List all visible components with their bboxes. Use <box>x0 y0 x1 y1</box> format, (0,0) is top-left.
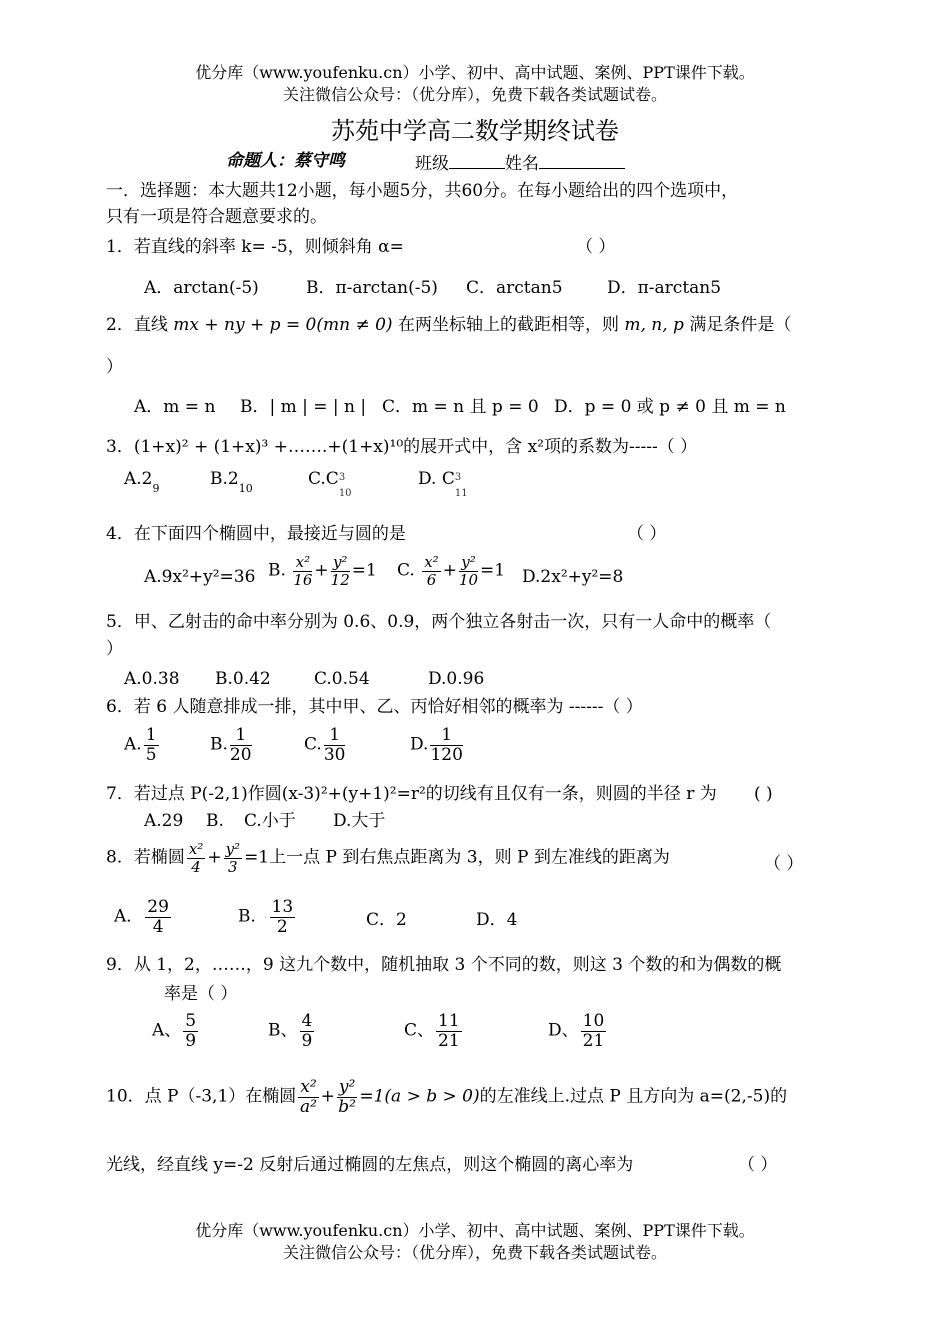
q8-rhs: =1 <box>244 847 270 868</box>
num: 4 <box>301 1011 313 1031</box>
num: y² <box>225 840 241 858</box>
q7-stem: 7．若过点 P(-2,1)作圆(x-3)²+(y+1)²=r²的切线有且仅有一条，则圆的半径 r 为 <box>106 784 717 804</box>
q2-option-c: C．m = n 且 p = 0 <box>382 397 539 417</box>
num: 5 <box>185 1011 197 1031</box>
q9-c-label: C、 <box>404 1020 435 1041</box>
num: x² <box>300 1077 317 1097</box>
q3-d-sub: 11 <box>454 488 468 499</box>
num: x² <box>293 554 312 572</box>
q4-option-d: D.2x²+y²=8 <box>522 567 624 587</box>
q3-b-sub: 10 <box>238 482 253 495</box>
footer-line-1: 优分库（www.youfenku.cn）小学、初中、高中试题、案例、PPT课件下载。 <box>195 1221 755 1240</box>
q1-option-c: C．arctan5 <box>466 278 563 298</box>
q5-close: ） <box>106 639 123 659</box>
q5-option-d: D.0.96 <box>428 669 485 689</box>
q9-option-c <box>404 1012 464 1050</box>
q4-c-rhs: =1 <box>480 560 506 581</box>
q10-stem: 10．点 P（-3,1）在椭圆 $\frac{\text{x²}}{\text{a²}}$ + $\frac{\text{y²}}{\text{b²}}$ =1(a > b > 0)的左准线上.过点 P 且方向为 a=(2,-5)的 <box>106 1077 788 1117</box>
num: 11 <box>438 1011 460 1031</box>
den: 3 <box>228 857 238 876</box>
q5-option-a: A.0.38 <box>124 669 180 689</box>
q8-option-c: C．2 <box>366 910 407 930</box>
den: 120 <box>430 744 463 765</box>
q10-rhs: =1(a > b > 0) <box>359 1086 480 1107</box>
q9-a-frac <box>183 1012 198 1050</box>
num: 1 <box>324 726 346 746</box>
q8-frac-x <box>187 841 205 875</box>
den: 30 <box>323 744 346 765</box>
q4-option-a: A.9x²+y²=36 <box>144 567 256 587</box>
name-label: 姓名 <box>505 154 539 174</box>
den: a² <box>299 1096 317 1117</box>
q4-b-rhs: =1 <box>351 560 377 581</box>
q9-stem-2: 率是（ ） <box>164 984 238 1004</box>
q3-option-a <box>124 470 160 496</box>
q6-b-frac <box>230 726 252 764</box>
q1-option-a: A．arctan(-5) <box>144 278 259 298</box>
q3-stem: 3．(1+x)² + (1+x)³ +…….+(1+x)¹⁰的展开式中，含 x²项的系数为-----（ ） <box>106 437 698 457</box>
student-info <box>415 152 625 175</box>
q4-b-frac-y <box>331 554 350 588</box>
q4-c-frac-y <box>459 554 478 588</box>
q4-option-b: B. $\frac{\text{x²}}{16}$ + $\frac{\text{y²}}{12}$ =1 <box>268 553 377 589</box>
num: y² <box>331 554 350 572</box>
q3-option-b <box>210 470 253 496</box>
q4-c-label: C. <box>397 560 415 581</box>
q1-option-d: D．π-arctan5 <box>607 278 722 298</box>
q8-a-frac <box>145 898 171 936</box>
q3-b-text: B.2 <box>210 469 239 489</box>
q6-d-label: D. <box>410 734 429 755</box>
q10-frac-x <box>298 1078 318 1116</box>
num: 1 <box>430 726 462 746</box>
q3-c-sub: 10 <box>338 488 352 499</box>
q4-b-frac-x <box>293 554 312 588</box>
q5-option-c: C.0.54 <box>314 669 370 689</box>
q8-a-label: A． <box>114 906 144 927</box>
q8-option-a <box>114 898 173 936</box>
q5-stem: 5．甲、乙射击的命中率分别为 0.6、0.9，两个独立各射击一次，只有一人命中的概率（ <box>106 612 772 632</box>
num: 1 <box>230 726 252 746</box>
page-title: 苏苑中学高二数学期终试卷 <box>331 117 619 145</box>
num: 29 <box>147 897 169 917</box>
q2-option-d: D．p = 0 或 p ≠ 0 且 m = n <box>554 397 786 417</box>
section-intro-1: 一．选择题：本大题共12小题，每小题5分，共60分。在每小题给出的四个选项中， <box>106 181 739 201</box>
q7-option-d: D.大于 <box>333 811 386 831</box>
q5-option-b: B.0.42 <box>215 669 271 689</box>
q10-line-2: 光线，经直线 y=-2 反射后通过椭圆的左焦点，则这个椭圆的离心率为 <box>106 1155 634 1175</box>
q6-a-frac <box>144 726 159 764</box>
q2-close: ） <box>106 357 123 377</box>
q2-vars: m, n, p <box>624 315 684 335</box>
q3-d-text: D. C <box>418 469 455 489</box>
num: 10 <box>582 1011 605 1031</box>
q7-option-c: C.小于 <box>244 811 296 831</box>
num: x² <box>424 553 439 571</box>
den: 20 <box>229 744 252 765</box>
num: 1 <box>145 725 157 745</box>
q2-post: 满足条件是（ <box>689 315 792 335</box>
den: 4 <box>191 857 201 876</box>
q6-option-a <box>124 726 161 764</box>
q2-option-a: A．m = n <box>134 397 216 417</box>
q4-option-c: C. $\frac{\text{x²}}{6}$ + $\frac{\text{y²}}{10}$ =1 <box>397 553 506 589</box>
q10-post: 的左准线上.过点 P 且方向为 a=(2,-5)的 <box>479 1086 788 1107</box>
q6-a-label: A. <box>124 734 142 755</box>
den: 9 <box>301 1030 313 1051</box>
q6-b-label: B. <box>210 734 228 755</box>
name-blank[interactable] <box>539 152 625 169</box>
den: b² <box>338 1096 356 1117</box>
q10-pre: 10．点 P（-3,1）在椭圆 <box>106 1086 297 1107</box>
q8-option-d: D．4 <box>476 910 518 930</box>
q1-paren: （ ） <box>576 237 616 257</box>
num: y² <box>338 1077 356 1097</box>
q3-a-sub: 9 <box>152 482 160 495</box>
q8-b-label: B． <box>238 906 268 927</box>
q8-b-frac <box>270 898 296 936</box>
q1-option-b: B．π-arctan(-5) <box>306 278 438 298</box>
q2-expr: mx + ny + p = 0(mn ≠ 0) <box>173 315 393 335</box>
q9-stem: 9．从 1，2，……，9 这九个数中，随机抽取 3 个不同的数，则这 3 个数的和为偶数的概 <box>106 955 782 975</box>
footer-line-2: 关注微信公众号：（优分库），免费下载各类试题试卷。 <box>282 1243 667 1262</box>
q8-option-b <box>238 898 297 936</box>
num: x² <box>188 840 204 858</box>
q7-option-b: B. <box>206 811 224 831</box>
q8-post: 上一点 P 到右焦点距离为 3，则 P 到左准线的距离为 <box>269 847 670 868</box>
q9-option-d <box>548 1012 608 1050</box>
q8-frac-y <box>224 841 243 875</box>
q6-option-d <box>410 726 465 764</box>
q4-paren: （ ） <box>627 524 667 544</box>
num: y² <box>459 554 478 572</box>
q7-option-a: A.29 <box>144 811 184 831</box>
q4-b-label: B. <box>268 560 286 581</box>
den: 6 <box>426 570 437 589</box>
den: 16 <box>293 570 313 589</box>
den: 4 <box>152 916 164 937</box>
author-line <box>226 152 345 172</box>
q9-b-frac <box>300 1012 315 1050</box>
q9-d-frac <box>581 1012 607 1050</box>
den: 2 <box>276 916 288 937</box>
num: 13 <box>271 897 294 917</box>
q3-c-text: C.C <box>308 469 339 489</box>
q1-stem: 1．若直线的斜率 k= -5，则倾斜角 α= <box>106 237 404 257</box>
q9-a-label: A、 <box>152 1020 182 1041</box>
den: 21 <box>438 1030 460 1051</box>
q9-d-label: D、 <box>548 1020 579 1041</box>
q9-b-label: B、 <box>268 1020 298 1041</box>
q2-option-b: B．| m | = | n | <box>240 397 367 417</box>
q3-option-d <box>418 470 468 502</box>
q2-stem <box>106 316 791 336</box>
den: 5 <box>145 744 157 765</box>
q6-option-c <box>304 726 347 764</box>
q9-option-a <box>152 1012 200 1050</box>
q10-paren: （ ） <box>738 1155 778 1175</box>
den: 9 <box>185 1030 197 1051</box>
q3-c-sup: 3 <box>338 472 346 483</box>
q3-d-sup: 3 <box>454 472 462 483</box>
q8-paren: （ ） <box>764 854 804 874</box>
class-blank[interactable] <box>449 152 505 169</box>
author-label: 命题人：蔡守鸣 <box>226 151 345 171</box>
q2-mid: 在两坐标轴上的截距相等，则 <box>397 315 619 335</box>
q7-paren: ( ) <box>754 784 773 804</box>
q3-option-c <box>308 470 352 502</box>
den: 21 <box>582 1030 605 1051</box>
den: 10 <box>458 570 479 589</box>
q4-c-frac-x <box>422 554 440 588</box>
header-line-1: 优分库（www.youfenku.cn）小学、初中、高中试题、案例、PPT课件下载。 <box>195 63 755 82</box>
q6-d-frac <box>430 726 462 764</box>
q6-option-b <box>210 726 254 764</box>
den: 12 <box>330 570 350 589</box>
q6-c-frac <box>324 726 346 764</box>
header-line-2: 关注微信公众号：（优分库），免费下载各类试题试卷。 <box>282 85 667 104</box>
q9-option-b <box>268 1012 316 1050</box>
q3-a-text: A.2 <box>124 469 153 489</box>
q10-frac-y <box>337 1078 357 1116</box>
q9-c-frac <box>436 1012 462 1050</box>
section-intro-2: 只有一项是符合题意要求的。 <box>106 207 327 227</box>
q4-stem: 4．在下面四个椭圆中，最接近与圆的是 <box>106 524 406 544</box>
q8-stem: 8．若椭圆 $\frac{\text{x²}}{4}$ + $\frac{\text{y²}}{3}$ =1上一点 P 到右焦点距离为 3，则 P 到左准线的距离为 <box>106 840 670 876</box>
q8-pre: 8．若椭圆 <box>106 847 185 868</box>
q2-pre: 2．直线 <box>106 315 168 335</box>
class-label: 班级 <box>415 154 449 174</box>
q6-stem: 6．若 6 人随意排成一排，其中甲、乙、丙恰好相邻的概率为 ------（ ） <box>106 697 643 717</box>
q6-c-label: C. <box>304 734 322 755</box>
